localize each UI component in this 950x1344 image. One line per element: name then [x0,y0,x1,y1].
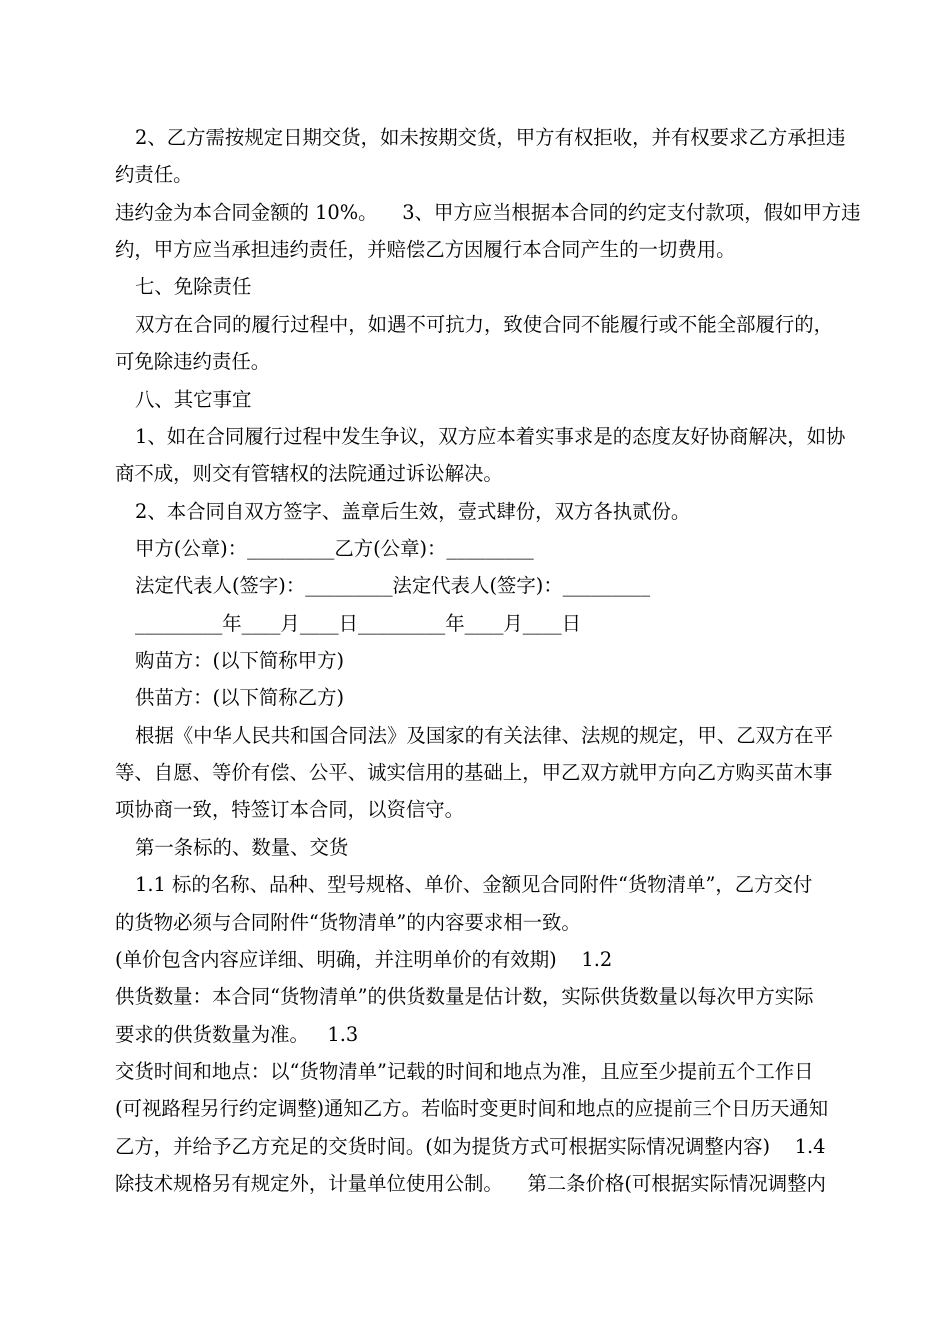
dispute-clause-line-cont: 商不成，则交有管辖权的法院通过诉讼解决。 [115,462,503,486]
breach-clause-2-line: 2、乙方需按规定日期交货，如未按期交货，甲方有权拒收，并有权要求乙方承担违 [135,126,846,149]
supplier-party-line: 供苗方：(以下简称乙方) [135,686,345,710]
exemption-text-line-cont: 可免除违约责任。 [115,350,271,374]
article-1-2-line-end: 要求的供货数量为准。 1.3 [115,1022,359,1046]
article-1-1-line: 1.1 标的名称、品种、型号规格、单价、金额见合同附件“货物清单”，乙方交付 [135,873,813,897]
article-1-1-line-cont: 的货物必须与合同附件“货物清单”的内容要求相一致。 [115,910,581,934]
article-1-1-note-line: (单价包含内容应详细、明确，并注明单价的有效期) 1.2 [115,947,613,971]
contract-body [115,119,875,1202]
buyer-party-line: 购苗方：(以下简称甲方) [135,649,345,673]
seal-signature-line: 甲方(公章)：_________乙方(公章)：_________ [135,536,534,560]
article-1-3-line-cont: (可视路程另行约定调整)通知乙方。若临时变更时间和地点的应提前三个日历天通知 [115,1097,829,1121]
section-heading-exemption: 七、免除责任 [135,275,252,299]
preamble-line-end: 项协商一致，特签订本合同，以资信守。 [115,798,465,822]
clause-3-line-cont: 约，甲方应当承担违约责任，并赔偿乙方因履行本合同产生的一切费用。 [115,238,736,262]
effectiveness-clause-line: 2、本合同自双方签字、盖章后生效，壹式肆份，双方各执贰份。 [135,499,691,523]
article-1-3-line: 交货时间和地点：以“货物清单”记载的时间和地点为准，且应至少提前五个工作日 [115,1059,814,1083]
penalty-and-clause-3-line: 违约金为本合同金额的 10%。 3、甲方应当根据本合同的约定支付款项，假如甲方违 [115,200,861,224]
article-1-4-line: 除技术规格另有规定外，计量单位使用公制。 第二条价格(可根据实际情况调整内 [115,1172,826,1196]
article-1-heading: 第一条标的、数量、交货 [135,835,349,859]
exemption-text-line: 双方在合同的履行过程中，如遇不可抗力，致使合同不能履行或不能全部履行的， [135,312,834,336]
preamble-line: 根据《中华人民共和国合同法》及国家的有关法律、法规的规定，甲、乙双方在平 [135,723,834,747]
legal-representative-signature-line: 法定代表人(签字)：_________法定代表人(签字)：_________ [135,574,651,598]
dispute-clause-line: 1、如在合同履行过程中发生争议，双方应本着实事求是的态度友好协商解决，如协 [135,424,846,448]
breach-clause-2-line-cont: 约责任。 [115,163,193,187]
article-1-3-line-end: 乙方，并给予乙方充足的交货时间。(如为提货方式可根据实际情况调整内容) 1.4 [115,1134,826,1158]
preamble-line-cont: 等、自愿、等价有偿、公平、诚实信用的基础上，甲乙双方就甲方向乙方购买苗木事 [115,761,833,785]
signing-date-line: _________年____月____日_________年____月____日 [135,611,581,635]
article-1-2-line: 供货数量：本合同“货物清单”的供货数量是估计数，实际供货数量以每次甲方实际 [115,985,814,1009]
section-heading-other-matters: 八、其它事宜 [135,387,252,411]
